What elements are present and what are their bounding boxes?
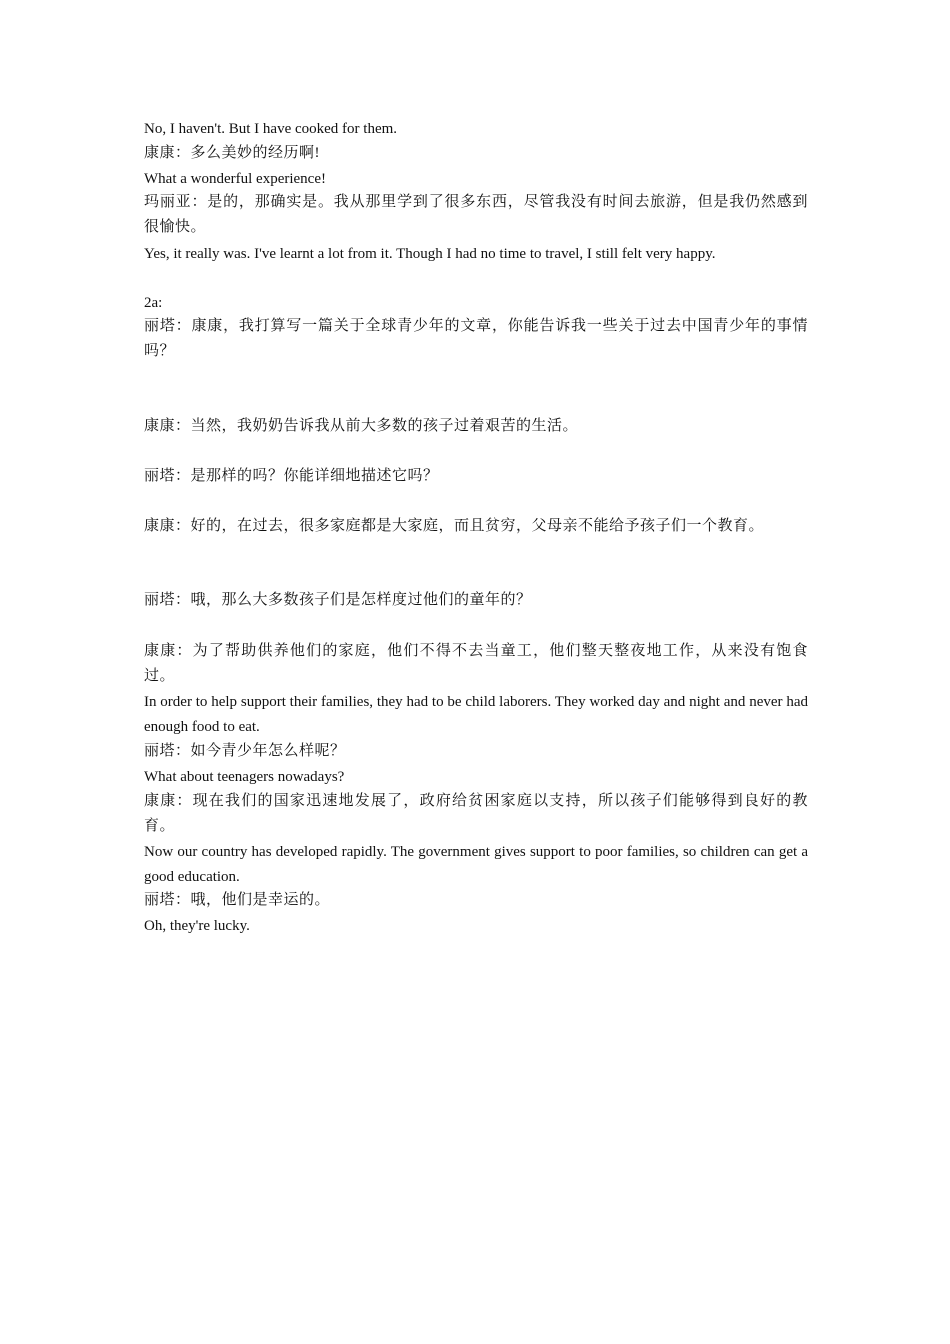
text-line: Oh, they're lucky. bbox=[144, 918, 250, 934]
text-paragraph: 丽塔：康康，我打算写一篇关于全球青少年的文章，你能告诉我一些关于过去中国青少年的事情吗？ bbox=[144, 318, 808, 359]
text-line: 丽塔：哦，那么大多数孩子们是怎样度过他们的童年的？ bbox=[144, 592, 532, 608]
text-paragraph: Now our country has developed rapidly. The government gives support to poor families, so children can get a good education. bbox=[144, 844, 808, 885]
text-line: 康康：好的，在过去，很多家庭都是大家庭，而且贫穷，父母亲不能给予孩子们一个教育。 bbox=[144, 518, 765, 534]
text-line: 康康：多么美妙的经历啊! bbox=[144, 145, 320, 161]
text-line: 丽塔：是那样的吗？你能详细地描述它吗？ bbox=[144, 468, 439, 484]
text-line: 丽塔：哦，他们是幸运的。 bbox=[144, 892, 331, 908]
text-paragraph: In order to help support their families, they had to be child laborers. They worked day and night and never had enough food to eat. bbox=[144, 694, 808, 735]
section-label: 2a: bbox=[144, 295, 163, 311]
text-paragraph: 康康：现在我们的国家迅速地发展了，政府给贫困家庭以支持，所以孩子们能够得到良好的教育。 bbox=[144, 793, 808, 834]
text-line: 丽塔：如今青少年怎么样呢？ bbox=[144, 743, 346, 759]
text-line: Yes, it really was. I've learnt a lot from it. Though I had no time to travel, I still felt very happy. bbox=[144, 246, 716, 262]
text-line: What about teenagers nowadays? bbox=[144, 769, 345, 785]
text-line: 康康：当然，我奶奶告诉我从前大多数的孩子过着艰苦的生活。 bbox=[144, 418, 579, 434]
text-paragraph: 玛丽亚：是的，那确实是。我从那里学到了很多东西，尽管我没有时间去旅游，但是我仍然感到很愉快。 bbox=[144, 194, 808, 235]
text-line: No, I haven't. But I have cooked for them. bbox=[144, 121, 398, 137]
text-paragraph: 康康：为了帮助供养他们的家庭，他们不得不去当童工，他们整天整夜地工作，从来没有饱食过。 bbox=[144, 643, 808, 684]
text-line: What a wonderful experience! bbox=[144, 171, 326, 187]
